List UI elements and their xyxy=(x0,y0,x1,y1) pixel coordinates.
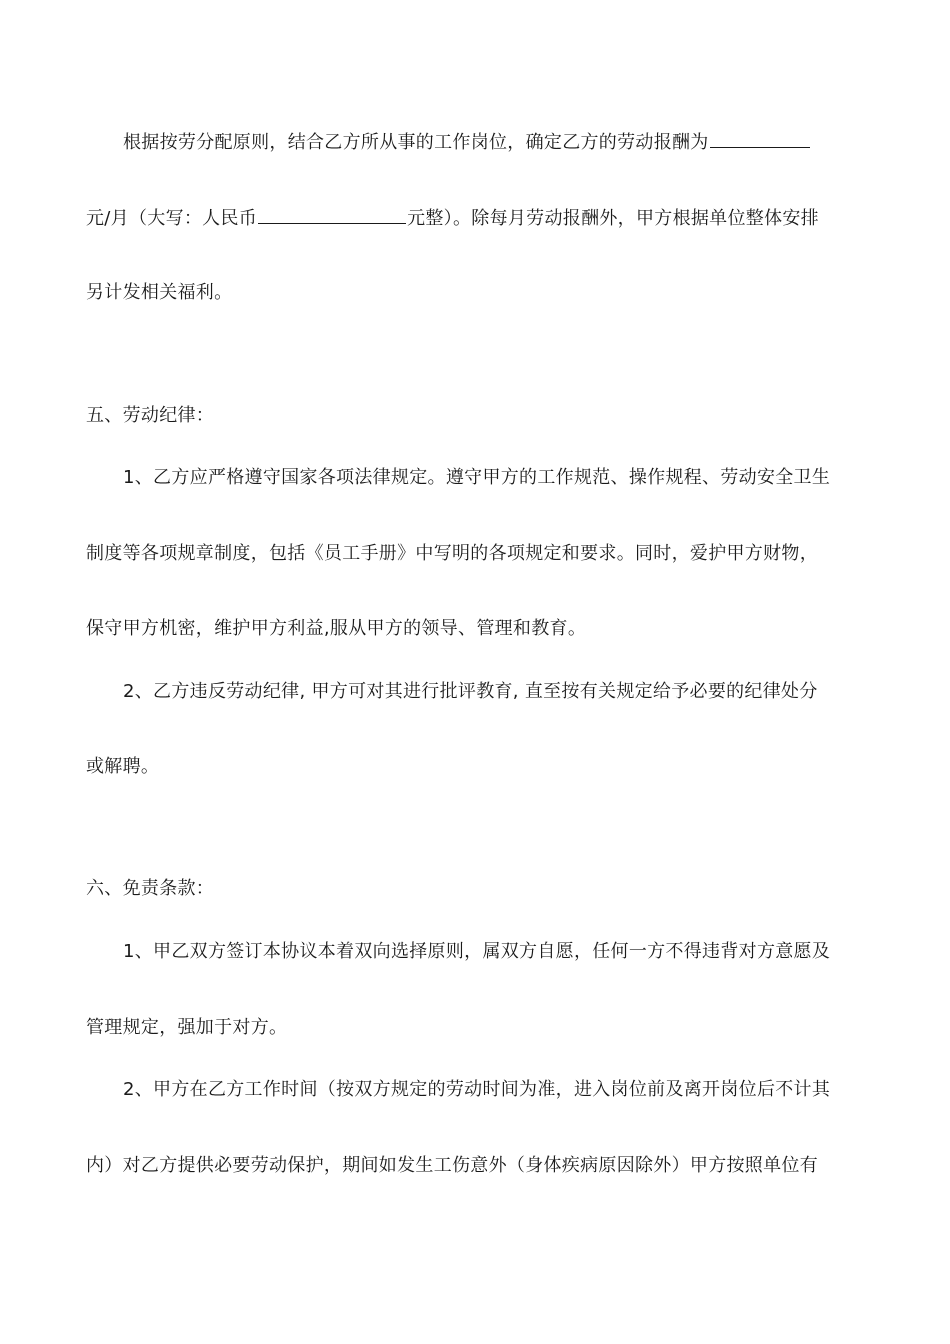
salary-words-blank xyxy=(258,205,406,224)
pay-text: 元/月（大写：人民币 xyxy=(86,208,258,229)
six-item-2-line-1: 2、甲方在乙方工作时间（按双方规定的劳动时间为准，进入岗位前及离开岗位后不计其 xyxy=(123,1079,831,1100)
five-item-2-line-1: 2、乙方违反劳动纪律, 甲方可对其进行批评教育, 直至按有关规定给予必要的纪律处分 xyxy=(123,681,818,702)
six-item-1-line-1: 1、甲乙双方签订本协议本着双向选择原则，属双方自愿，任何一方不得违背对方意愿及 xyxy=(123,941,831,962)
pay-paragraph-line-3: 另计发相关福利。 xyxy=(86,282,233,303)
section-six-heading: 六、免责条款： xyxy=(86,878,215,899)
pay-paragraph-line-1 xyxy=(123,129,811,155)
six-item-2-line-2: 内）对乙方提供必要劳动保护，期间如发生工伤意外（身体疾病原因除外）甲方按照单位有 xyxy=(86,1155,818,1176)
five-item-1-line-3: 保守甲方机密，维护甲方利益,服从甲方的领导、管理和教育。 xyxy=(86,618,587,639)
pay-text: 根据按劳分配原则，结合乙方所从事的工作岗位，确定乙方的劳动报酬为 xyxy=(123,132,709,153)
five-item-1-line-1: 1、乙方应严格遵守国家各项法律规定。遵守甲方的工作规范、操作规程、劳动安全卫生 xyxy=(123,467,831,488)
pay-text: 元整）。除每月劳动报酬外，甲方根据单位整体安排 xyxy=(407,208,819,229)
five-item-1-line-2: 制度等各项规章制度，包括《员工手册》中写明的各项规定和要求。同时，爱护甲方财物， xyxy=(86,543,818,564)
pay-paragraph-line-2 xyxy=(86,205,819,231)
salary-amount-blank xyxy=(710,129,810,148)
six-item-1-line-2: 管理规定，强加于对方。 xyxy=(86,1017,288,1038)
five-item-2-line-2: 或解聘。 xyxy=(86,756,160,777)
section-five-heading: 五、劳动纪律： xyxy=(86,405,215,426)
